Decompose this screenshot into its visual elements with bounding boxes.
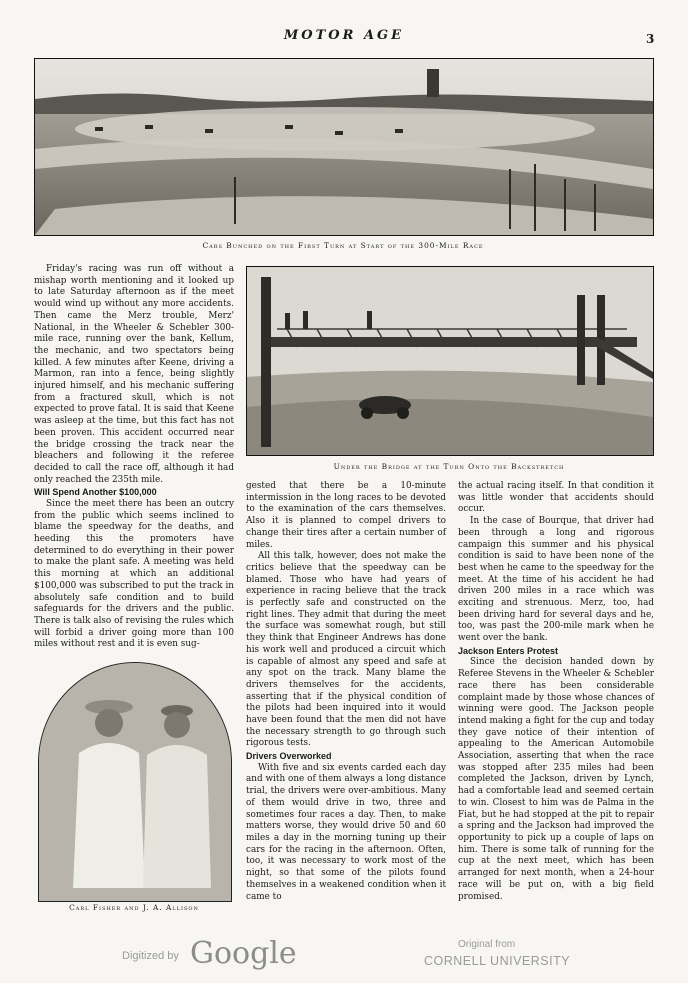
paragraph: the actual racing itself. In that condition it was little wonder that accidents should occur.	[458, 481, 654, 515]
article-column-1	[34, 264, 234, 651]
digitized-by-label: Digitized by	[122, 950, 179, 962]
paragraph: In the case of Bourque, that driver had been through a long and rigorous campaign this summer and his physical condition is said to have been none of the best when he came to the speedway for the meet. At the time of his accident he had driven 200 miles in a race which was exciting and strenuous. Merz, too, had been driving hard for several days and he, too, was past the 200-mile mark when he went over the bank.	[458, 516, 654, 644]
portrait-caption: Carl Fisher and J. A. Allison	[69, 903, 199, 912]
running-header: MOTOR AGE	[283, 28, 405, 43]
section-heading: Drivers Overworked	[246, 751, 332, 762]
top-photo-caption: Cars Bunched on the First Turn at Start of the 300-Mile Race	[202, 241, 484, 250]
paragraph: Since the meet there has been an outcry from the public which seems inclined to blame the speedway for the deaths, and heeding this the promoters have determined to do everything in their power to make the plant safe. A meeting was held this morning at which an additional $100,000 was subscribed to put the track in absolutely safe condition and to build safeguards for the drivers and the public. There is talk also of revising the rules which will forbid a driver going more than 100 miles without rest and it is even sug-	[34, 498, 234, 650]
paragraph: Friday's racing was run off without a mishap worth mentioning and it looked up to late Saturday afternoon as if the meet would wind up without any more accidents. Then came the Merz trouble, Merz' National, in the Wheeler & Schebler 300-mile race, running over the bank, Kellum, the mechanic, and two spectators being killed. A few minutes after Keene, driving a Marmon, ran into a fence, being slightly injured himself, and his mechanic suffering from a fractured skull, which is not expected to prove fatal. It is said that Keene was asleep at the time, but this fact has not been proven. This accident occurred near the bridge crossing the track near the bleachers and following it the referee decided to call the race off, although it had only reached the 235th mile.	[34, 264, 234, 485]
article-column-2	[246, 481, 446, 903]
section-heading: Jackson Enters Protest	[458, 645, 559, 656]
google-logo: Google	[190, 936, 297, 971]
article-column-3	[458, 481, 654, 903]
paragraph: With five and six events carded each day and with one of them always a long distance trial, the drivers were over-ambitious. Many of them would drive in two, three and sometimes four races a day. Then, to make matters worse, they would drive 50 and 60 miles a day in the morning tuning up their cars for the racing in the afternoon. Often, too, it was necessary to work most of the night, so that some of the pilots found themselves in a weakened condition when it came to	[246, 762, 446, 902]
paragraph: Since the decision handed down by Referee Stevens in the Wheeler & Schebler race there has been considerable complaint made by those whose chances of winning were good. The Jackson people intend making a fight for the cup and today they gave notice of their intention of appealing to the American Automobile Association, asserting that when the race was stopped after 235 miles had been completed the Jackson, driven by Lynch, had a comfortable lead and seemed certain to win. Closest to him was de Palma in the Fiat, but he had stopped at the pit to repair a spring and the Jackson had improved the opportunity to pick up a couple of laps on him. There is some talk of running for the cup at the next meet, which has been arranged for next month, when a 24-hour race will be put on, with a big field promised.	[458, 657, 654, 902]
portrait-photo	[38, 662, 232, 902]
paragraph: All this talk, however, does not make the critics believe that the speedway can be blamed. Those who have had years of experience in racing believe that the track is perfectly safe and constructed on the right lines. They admit that during the meet the surface was somewhat rough, but still they think that Engineer Andrews has done his work well and produced a circuit which is capable of almost any speed and safe at any spot on the track. Many blame the drivers themselves for the accidents, asserting that if the physical condition of the pilots had been inquired into it would have been found that the men did not have the necessary strength to go through such rigorous tests.	[246, 551, 446, 749]
bridge-photo	[246, 266, 654, 456]
section-heading: Will Spend Another $100,000	[34, 487, 157, 498]
paragraph: gested that there be a 10-minute intermission in the long races to be devoted to the examination of the cars themselves. Also it is planned to compel drivers to change their tires after a certain number of miles.	[246, 481, 446, 550]
race-start-photo	[34, 58, 654, 236]
original-from-label: Original from	[458, 939, 516, 950]
bridge-photo-caption: Under the Bridge at the Turn Onto the Backstretch	[333, 462, 565, 471]
page-number: 3	[646, 32, 655, 46]
institution-name: CORNELL UNIVERSITY	[424, 954, 571, 968]
